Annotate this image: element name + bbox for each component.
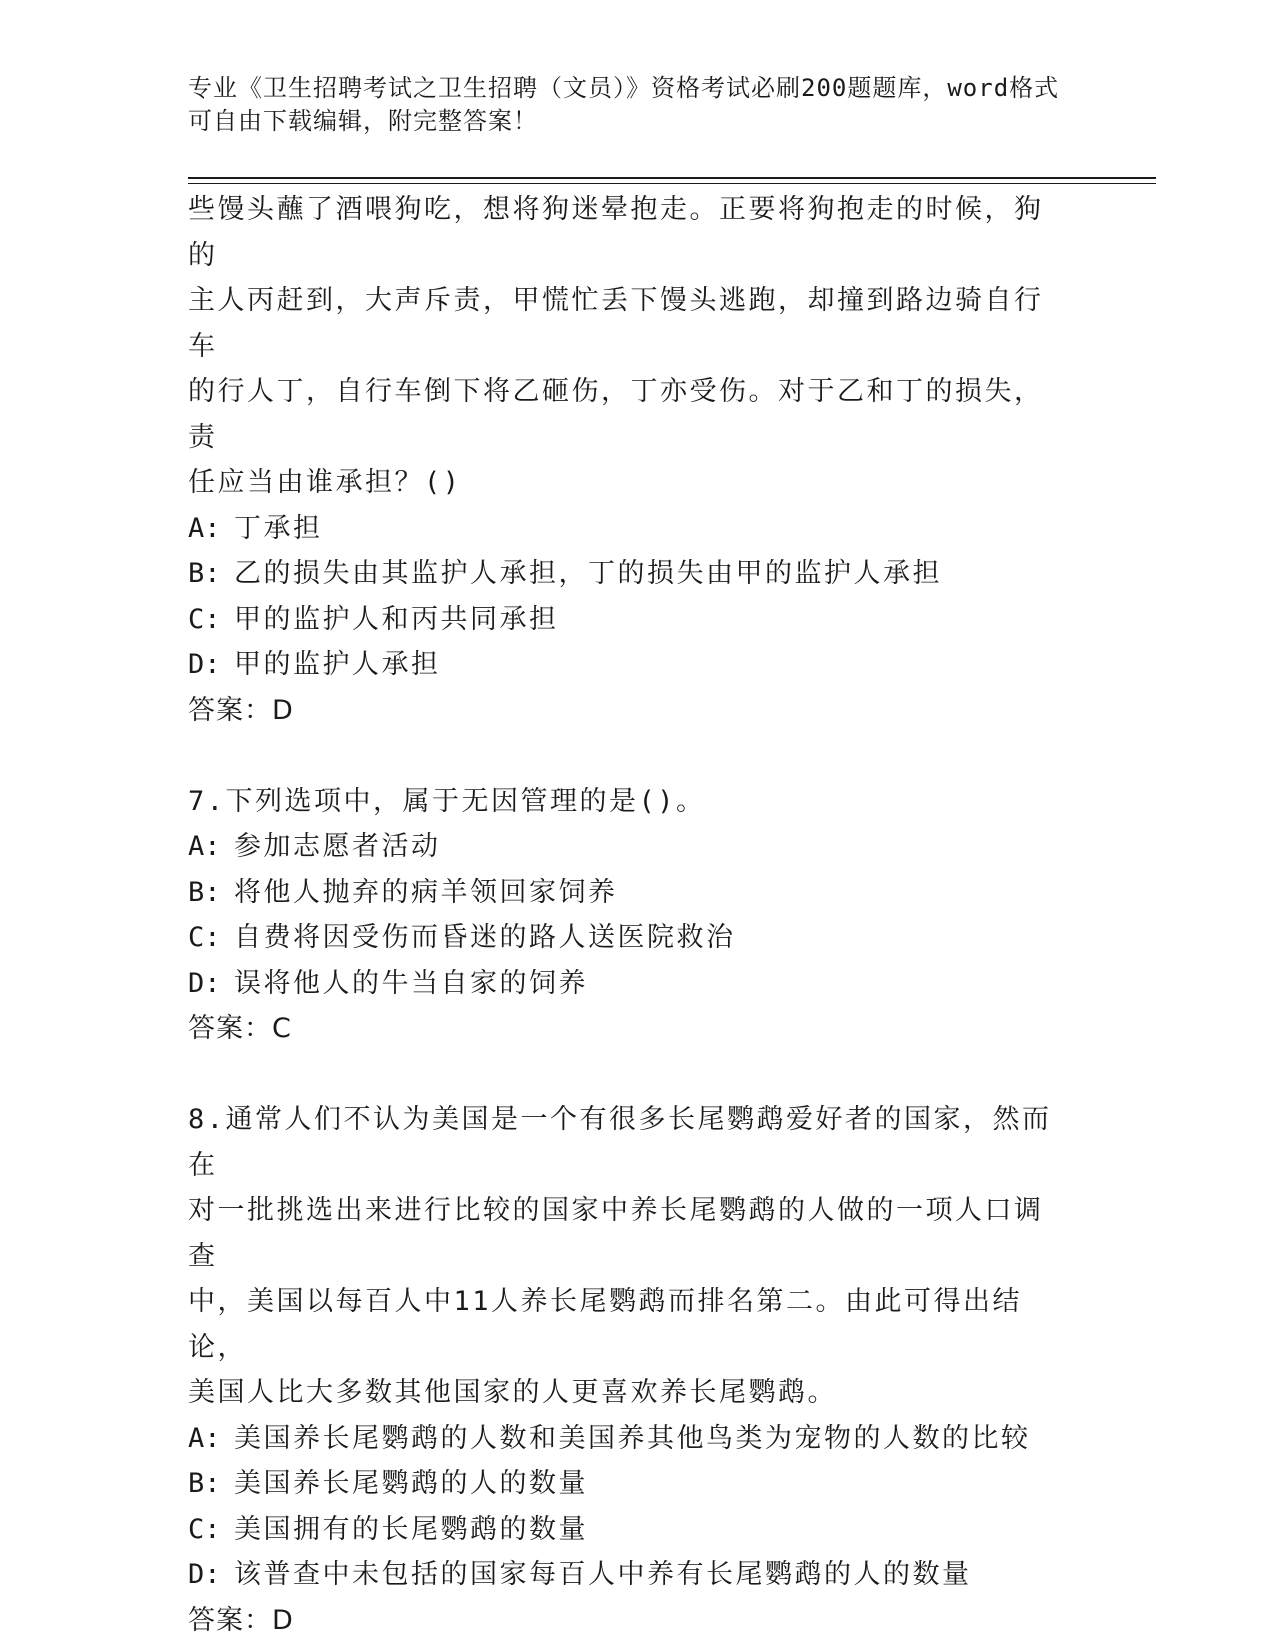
question-8 <box>188 1097 1068 1643</box>
document-header <box>188 72 1088 138</box>
option-letter: B: <box>188 1468 221 1499</box>
question-stem-line: 美国人比大多数其他国家的人更喜欢养长尾鹦鹉。 <box>188 1377 837 1408</box>
header-title-line-1: 专业《卫生招聘考试之卫生招聘（文员）》资格考试必刷200题题库，word格式 <box>188 74 1060 102</box>
option-d <box>188 1552 1068 1598</box>
option-letter: B: <box>188 558 221 589</box>
question-7 <box>188 779 1068 1052</box>
option-letter: C: <box>188 922 221 953</box>
option-b <box>188 1461 1068 1507</box>
option-letter: D: <box>188 1559 221 1590</box>
option-text: 甲的监护人承担 <box>234 649 441 680</box>
question-spacer <box>188 733 1068 779</box>
option-text: 将他人抛弃的病羊领回家饲养 <box>234 876 618 908</box>
option-c <box>188 915 1068 961</box>
question-spacer <box>188 1052 1068 1098</box>
question-6 <box>188 187 1068 733</box>
option-a <box>188 824 1068 870</box>
question-stem-line: 任应当由谁承担？() <box>188 467 462 498</box>
option-d <box>188 961 1068 1007</box>
header-divider-thick <box>188 177 1156 179</box>
option-text: 自费将因受伤而昏迷的路人送医院救治 <box>234 922 736 953</box>
answer-line: 答案：D <box>188 694 294 726</box>
question-stem-line: 对一批挑选出来进行比较的国家中养长尾鹦鹉的人做的一项人口调查 <box>188 1195 1044 1272</box>
option-text: 美国养长尾鹦鹉的人数和美国养其他鸟类为宠物的人数的比较 <box>234 1422 1031 1454</box>
option-letter: A: <box>188 512 221 544</box>
answer-line: 答案：D <box>188 1604 294 1636</box>
question-stem-line: 8.通常人们不认为美国是一个有很多长尾鹦鹉爱好者的国家，然而在 <box>188 1104 1052 1181</box>
option-text: 丁承担 <box>234 512 323 544</box>
option-letter: C: <box>188 1513 221 1545</box>
question-stem-line: 些馒头蘸了酒喂狗吃，想将狗迷晕抱走。正要将狗抱走的时候，狗的 <box>188 194 1044 271</box>
option-letter: B: <box>188 876 221 908</box>
document-body <box>188 187 1068 1643</box>
option-text: 美国拥有的长尾鹦鹉的数量 <box>234 1513 588 1545</box>
option-letter: C: <box>188 603 221 635</box>
option-text: 该普查中未包括的国家每百人中养有长尾鹦鹉的人的数量 <box>234 1559 972 1590</box>
option-text: 美国养长尾鹦鹉的人的数量 <box>234 1468 588 1499</box>
option-text: 参加志愿者活动 <box>234 831 441 862</box>
option-letter: D: <box>188 649 221 680</box>
answer-line: 答案：C <box>188 1013 292 1044</box>
option-letter: A: <box>188 1422 221 1454</box>
question-stem-line: 7.下列选项中，属于无因管理的是()。 <box>188 785 706 817</box>
question-stem-line: 主人丙赶到，大声斥责，甲慌忙丢下馒头逃跑，却撞到路边骑自行车 <box>188 285 1044 362</box>
option-letter: D: <box>188 967 221 999</box>
option-c <box>188 1507 1068 1553</box>
option-text: 误将他人的牛当自家的饲养 <box>234 967 588 999</box>
option-a <box>188 506 1068 552</box>
header-title-line-2: 可自由下载编辑，附完整答案！ <box>188 107 538 135</box>
option-c <box>188 597 1068 643</box>
question-stem-line: 的行人丁，自行车倒下将乙砸伤，丁亦受伤。对于乙和丁的损失，责 <box>188 376 1044 453</box>
option-b <box>188 870 1068 916</box>
option-letter: A: <box>188 831 221 862</box>
option-text: 乙的损失由其监护人承担，丁的损失由甲的监护人承担 <box>234 558 942 589</box>
option-b <box>188 551 1068 597</box>
question-stem-line: 中，美国以每百人中11人养长尾鹦鹉而排名第二。由此可得出结论， <box>188 1286 1023 1363</box>
header-divider-thin <box>188 183 1156 184</box>
option-d <box>188 642 1068 688</box>
option-a <box>188 1416 1068 1462</box>
option-text: 甲的监护人和丙共同承担 <box>234 603 559 635</box>
